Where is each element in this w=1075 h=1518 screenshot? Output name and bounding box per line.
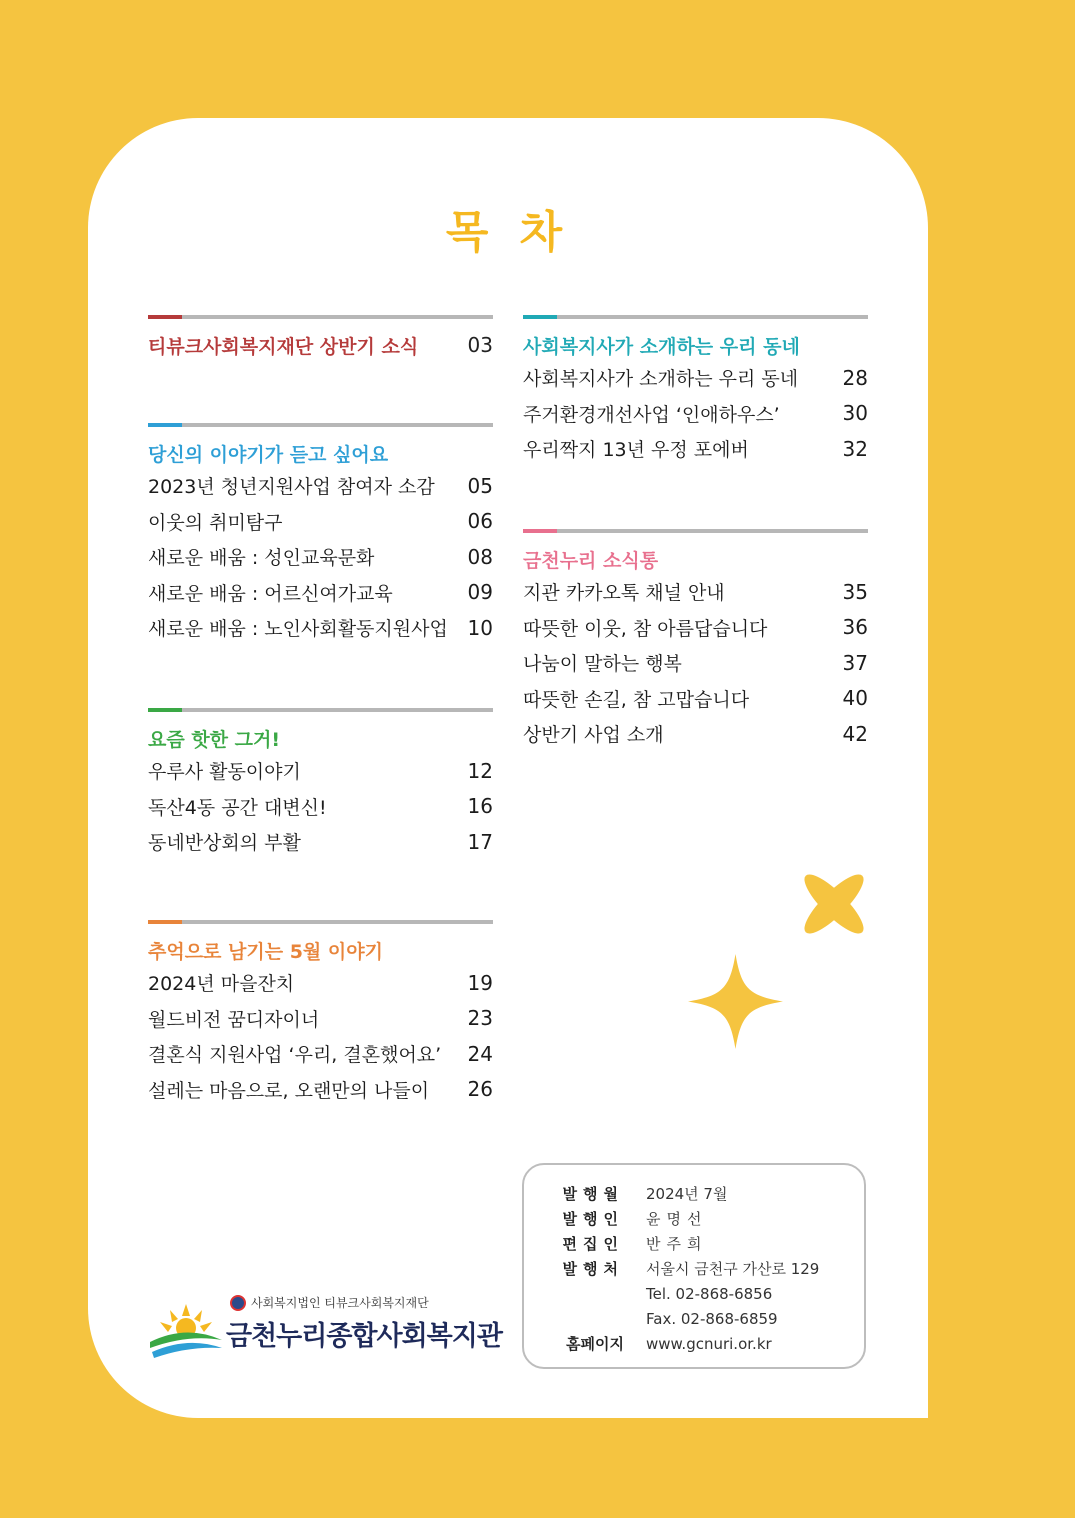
section-heading-label: 당신의 이야기가 듣고 싶어요 xyxy=(148,443,389,466)
section-page-number: 03 xyxy=(467,333,493,357)
section-divider xyxy=(148,315,493,319)
toc-item[interactable]: 따뜻한 손길, 참 고맙습니다 40 xyxy=(523,686,868,711)
info-row-office: 발행처 서울시 금천구 가산로 129 xyxy=(562,1260,820,1278)
toc-item[interactable]: 독산4동 공간 대변신! 16 xyxy=(148,794,493,819)
section-heading xyxy=(523,544,868,574)
foundation-label: 사회복지법인 티뷰크사회복지재단 xyxy=(230,1294,429,1311)
section-your-story xyxy=(148,423,493,646)
section-divider xyxy=(148,423,493,427)
toc-item[interactable]: 새로운 배움 : 노인사회활동지원사업 10 xyxy=(148,615,493,641)
toc-item[interactable]: 동네반상회의 부활 17 xyxy=(148,829,493,855)
toc-item[interactable]: 따뜻한 이웃, 참 아름답습니다 36 xyxy=(523,615,868,640)
toc-item[interactable]: 결혼식 지원사업 ‘우리, 결혼했어요’ 24 xyxy=(148,1041,493,1067)
info-row-fax: Fax. 02-868-6859 xyxy=(646,1309,778,1328)
info-row-month: 발행월 2024년 7월 xyxy=(562,1185,728,1203)
toc-item[interactable]: 지관 카카오톡 채널 안내 35 xyxy=(523,579,868,605)
section-divider xyxy=(148,920,493,924)
page-title: 목 차 xyxy=(445,207,571,258)
toc-item[interactable]: 우리짝지 13년 우정 포에버 32 xyxy=(523,436,868,462)
toc-item[interactable]: 사회복지사가 소개하는 우리 동네 28 xyxy=(523,365,868,391)
toc-item[interactable]: 새로운 배움 : 성인교육문화 08 xyxy=(148,544,493,570)
toc-item[interactable]: 우루사 활동이야기 12 xyxy=(148,758,493,784)
x-flower-icon xyxy=(793,863,875,945)
homepage-link[interactable]: www.gcnuri.or.kr xyxy=(646,1334,772,1353)
toc-item[interactable]: 2024년 마을잔치 19 xyxy=(148,970,493,996)
toc-card xyxy=(88,118,928,1418)
organization-name: 금천누리종합사회복지관 xyxy=(226,1321,502,1352)
sun-wave-logo-icon xyxy=(148,1302,224,1360)
section-heading-label: 티뷰크사회복지재단 상반기 소식 xyxy=(148,335,419,358)
toc-item[interactable]: 새로운 배움 : 어르신여가교육 09 xyxy=(148,580,493,605)
toc-item[interactable]: 설레는 마음으로, 오랜만의 나들이 26 xyxy=(148,1077,493,1102)
section-divider xyxy=(523,529,868,533)
toc-item[interactable]: 이웃의 취미탐구 06 xyxy=(148,509,493,534)
section-heading xyxy=(523,330,868,360)
section-our-neighborhood xyxy=(523,315,868,467)
foundation-emblem-icon xyxy=(230,1295,246,1311)
section-news-channel xyxy=(523,529,868,752)
section-heading xyxy=(148,723,493,753)
organization-logo xyxy=(148,1290,508,1360)
sparkle-icon xyxy=(688,954,783,1049)
section-heading-label: 요즘 핫한 그거! xyxy=(148,728,281,751)
publication-info-box xyxy=(522,1163,866,1369)
section-foundation-news xyxy=(148,315,493,360)
info-row-homepage: 홈페이지 www.gcnuri.or.kr xyxy=(566,1334,772,1353)
section-divider xyxy=(148,708,493,712)
info-row-editor: 편집인 반주희 xyxy=(562,1235,708,1253)
section-heading[interactable] xyxy=(148,330,493,360)
section-heading xyxy=(148,438,493,468)
toc-item[interactable]: 나눔이 말하는 행복 37 xyxy=(523,650,868,676)
section-heading xyxy=(148,935,493,965)
section-hot-topics xyxy=(148,708,493,860)
toc-item[interactable]: 월드비전 꿈디자이너 23 xyxy=(148,1006,493,1031)
info-row-tel: Tel. 02-868-6856 xyxy=(646,1284,773,1303)
toc-item[interactable]: 상반기 사업 소개 42 xyxy=(523,721,868,747)
section-may-stories xyxy=(148,920,493,1107)
section-divider xyxy=(523,315,868,319)
section-heading-label: 사회복지사가 소개하는 우리 동네 xyxy=(523,335,800,358)
toc-item[interactable]: 2023년 청년지원사업 참여자 소감 05 xyxy=(148,473,493,499)
section-heading-label: 금천누리 소식통 xyxy=(523,549,659,572)
section-heading-label: 추억으로 남기는 5월 이야기 xyxy=(148,940,383,963)
info-row-publisher: 발행인 윤명선 xyxy=(562,1210,708,1228)
toc-item[interactable]: 주거환경개선사업 ‘인애하우스’ 30 xyxy=(523,401,868,426)
